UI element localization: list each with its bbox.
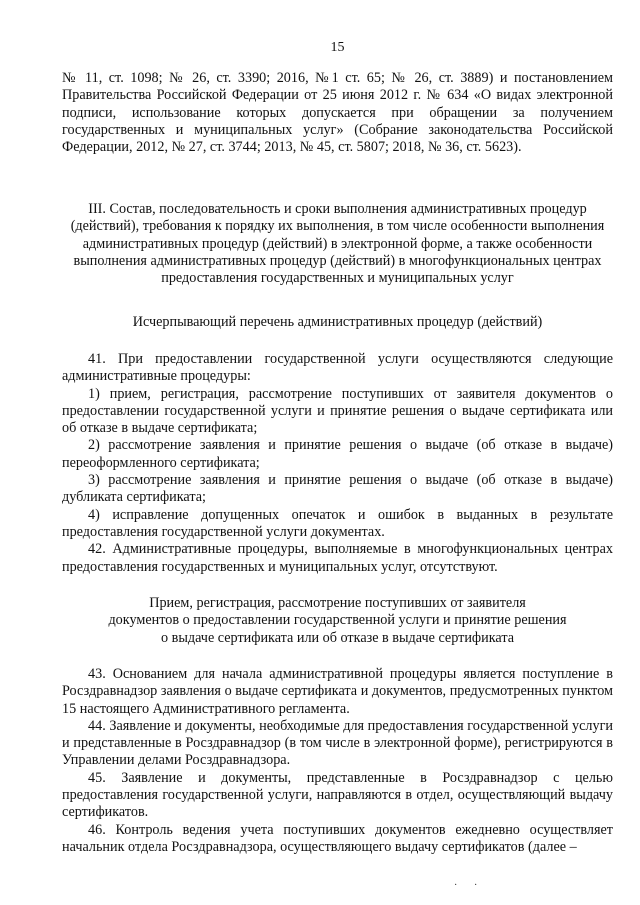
paragraph-43: 43. Основанием для начала административной процедуры является поступление в Росздравнадзор заявления о выдаче сертификата и документов, предусмотренных пунктом 15 настоящего Административного регламента. — [62, 666, 613, 717]
list-item-1: 1) прием, регистрация, рассмотрение поступивших от заявителя документов о предоставлении государственной услуги и принятие решения о выдаче сертификата или об отказе в выдаче сертификата; — [62, 385, 613, 437]
subheading-procedures-list: Исчерпывающий перечень административных процедур (действий) — [132, 314, 543, 330]
list-item-4: 4) исправление допущенных опечаток и ошибок в выданных в результате предоставления государственной услуги документах. — [62, 506, 613, 540]
reception-paragraphs-block — [62, 666, 613, 856]
document-page — [62, 0, 613, 905]
subheading-reception-line-3: о выдаче сертификата или об отказе в выдаче сертификата — [160, 629, 514, 646]
paragraph-42: 42. Административные процедуры, выполняемые в многофункциональных центрах предоставления государственных и муниципальных услуг, отсутствуют. — [62, 541, 613, 575]
intro-paragraph: № 11, ст. 1098; № 26, ст. 3390; 2016, №1 ст. 65; № 26, ст. 3889) и постановлением Правительства Российской Федерации от 25 июня 2012 г. № 634 «О видах электронной подписи, использование которых допускается при обращении за получением государственных и муниципальных услуг» (Собрание законодательства Российской Федерации, 2012, № 27, ст. 3744; 2013, № 45, ст. 5807; 2018, № 36, ст. 5623). — [62, 70, 613, 156]
scan-speck: · — [454, 880, 458, 891]
paragraph-45: 45. Заявление и документы, представленные в Росздравнадзор с целью предоставления государственной услуги, направляются в отдел, осуществляющий выдачу сертификатов. — [62, 769, 613, 821]
list-item-2: 2) рассмотрение заявления и принятие решения о выдаче (об отказе в выдаче) переоформленного сертификата; — [62, 437, 613, 471]
procedures-list-block — [62, 351, 613, 576]
paragraph-46: 46. Контроль ведения учета поступивших документов ежедневно осуществляет начальник отдела Росздравнадзора, осуществляющего выдачу сертификатов (далее – — [62, 821, 613, 855]
scan-speck: · — [474, 880, 478, 891]
paragraph-41: 41. При предоставлении государственной услуги осуществляются следующие административные процедуры: — [62, 351, 613, 385]
section-heading: III. Состав, последовательность и сроки выполнения административных процедур (действий), требования к порядку их выполнения, в том числе особенности выполнения административных процедур (действий) в электронной форме, а также особенности выполнения административных процедур (действий) в многофункциональных центрах предоставления государственных и муниципальных услуг — [70, 201, 605, 287]
page-number: 15 — [330, 40, 345, 55]
subheading-reception — [62, 595, 613, 647]
subheading-reception-line-2: документов о предоставлении государственной услуги и принятие решения — [108, 612, 567, 629]
subheading-reception-line-1: Прием, регистрация, рассмотрение поступивших от заявителя — [149, 595, 526, 611]
list-item-3: 3) рассмотрение заявления и принятие решения о выдаче (об отказе в выдаче) дубликата сертификата; — [62, 472, 613, 506]
paragraph-44: 44. Заявление и документы, необходимые для предоставления государственной услуги и представленные в Росздравнадзор (в том числе в электронной форме), регистрируются в Управлении делами Росздравнадзора. — [62, 717, 613, 769]
